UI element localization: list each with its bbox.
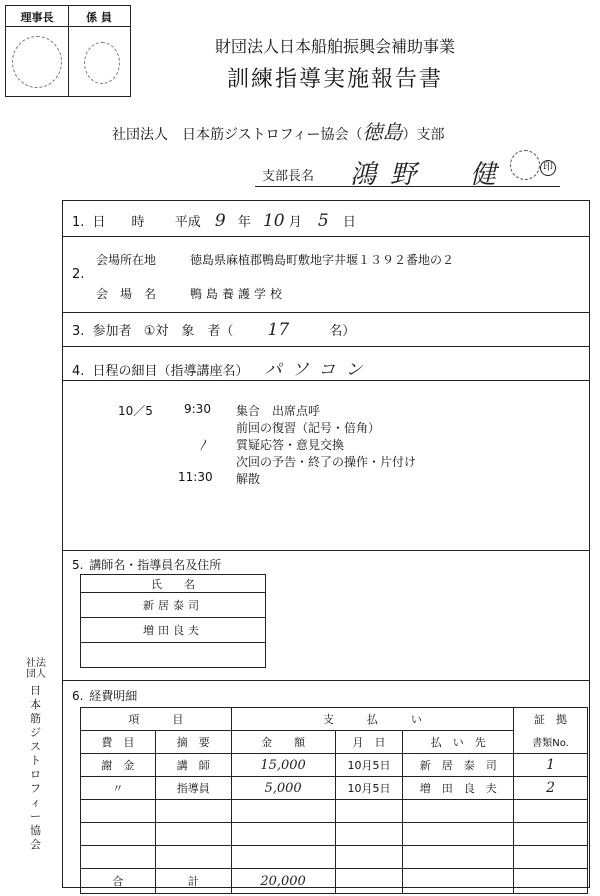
expense-payee: 新 居 泰 司 bbox=[403, 754, 514, 777]
table-row bbox=[81, 800, 588, 823]
expense-head-proof: 証 拠 bbox=[514, 708, 588, 731]
section4-number: 4. bbox=[72, 364, 85, 379]
section1-day: 5 bbox=[317, 211, 329, 231]
approval-stamp-box bbox=[5, 5, 131, 97]
divider-3 bbox=[62, 346, 590, 347]
instructor-table bbox=[80, 574, 266, 668]
venue-name-label: 会 場 名 bbox=[96, 287, 157, 301]
expense-desc: 指導員 bbox=[155, 777, 231, 800]
schedule-date: 10／5 bbox=[118, 404, 153, 418]
expense-amount: 15,000 bbox=[231, 754, 335, 777]
divider-2 bbox=[62, 312, 590, 313]
chief-seal bbox=[510, 150, 540, 180]
total-row bbox=[81, 869, 588, 894]
participant-count: 17 bbox=[267, 320, 290, 340]
expense-cost: 謝 金 bbox=[81, 754, 156, 777]
branch-name: 徳島 bbox=[362, 120, 403, 144]
staff-seal bbox=[84, 42, 120, 84]
divider-5 bbox=[62, 550, 590, 551]
section3-number: 3. bbox=[72, 324, 85, 339]
course-name: パソコン bbox=[264, 360, 373, 380]
expense-head-payee: 払 い 先 bbox=[403, 731, 514, 754]
venue-address: 徳島県麻植郡鴨島町敷地字井堰１３９２番地の２ bbox=[190, 253, 455, 267]
section3-field: 参加者 bbox=[92, 324, 132, 339]
section1-day-unit: 日 bbox=[342, 215, 356, 230]
expense-date: 10月5日 bbox=[335, 777, 403, 800]
table-row bbox=[81, 823, 588, 846]
divider-1 bbox=[62, 236, 590, 237]
section1-year-unit: 年 bbox=[237, 215, 251, 230]
expense-head-date: 月 日 bbox=[335, 731, 403, 754]
section3-unit: 名） bbox=[329, 324, 356, 339]
schedule-text: 次回の予告・終了の操作・片付け bbox=[236, 455, 417, 469]
table-row bbox=[81, 754, 588, 777]
chief-name-underline bbox=[255, 186, 560, 187]
venue-address-label: 会場所在地 bbox=[96, 253, 157, 267]
society-prefix: 社団法人 日本筋ジストロフィー協会（ bbox=[112, 127, 363, 143]
expense-head-pay: 支 払 い bbox=[231, 708, 513, 731]
divider-4 bbox=[62, 380, 590, 381]
expense-head-amount: 金 額 bbox=[231, 731, 335, 754]
chief-name: 鴻野 健 bbox=[350, 160, 511, 190]
total-label-b: 計 bbox=[155, 869, 231, 894]
instructor-name bbox=[81, 643, 266, 668]
schedule-text: 前回の復習（記号・倍角） bbox=[236, 421, 381, 435]
table-row bbox=[81, 777, 588, 800]
section2-number: 2. bbox=[72, 267, 85, 282]
venue-name: 鴨島養護学校 bbox=[190, 287, 287, 301]
section1-month: 10 bbox=[262, 211, 285, 231]
total-amount: 20,000 bbox=[231, 869, 335, 894]
section5-row bbox=[72, 556, 221, 573]
expense-cost: 〃 bbox=[81, 777, 156, 800]
section5-number: 5. bbox=[72, 558, 84, 572]
schedule-time: 〳 bbox=[198, 438, 211, 452]
expense-doc: 2 bbox=[514, 777, 588, 800]
schedule-time: 11:30 bbox=[178, 470, 213, 484]
section5-field: 講師名・指導員名及住所 bbox=[89, 558, 222, 572]
expense-date: 10月5日 bbox=[335, 754, 403, 777]
director-seal bbox=[12, 36, 62, 88]
seal-mark: 印 bbox=[540, 160, 556, 176]
schedule-text: 解散 bbox=[236, 472, 261, 486]
schedule-time: 9:30 bbox=[184, 402, 211, 416]
table-row bbox=[81, 846, 588, 869]
page-title: 訓練指導実施報告書 bbox=[226, 67, 443, 92]
section1-era: 平成 bbox=[174, 215, 201, 230]
approval-label-staff: 係 員 bbox=[86, 11, 112, 24]
instructor-header: 氏 名 bbox=[81, 575, 266, 593]
section1-row bbox=[72, 211, 356, 231]
section6-row bbox=[72, 687, 137, 704]
side-note-vertical: 日本筋ジストロフィー協会 bbox=[30, 684, 41, 851]
section6-number: 6. bbox=[72, 689, 84, 703]
chief-label: 支部長名 bbox=[262, 169, 315, 184]
society-line bbox=[112, 116, 572, 145]
expense-payee: 増 田 良 夫 bbox=[403, 777, 514, 800]
org-line: 財団法人日本船舶振興会補助事業 bbox=[214, 37, 455, 56]
section1-year: 9 bbox=[214, 211, 226, 231]
expense-head-desc: 摘 要 bbox=[155, 731, 231, 754]
instructor-name: 増田良夫 bbox=[81, 618, 266, 643]
expense-head-item: 項 目 bbox=[81, 708, 232, 731]
schedule-text: 質疑応答・意見交換 bbox=[236, 438, 345, 452]
expense-table bbox=[80, 707, 588, 894]
expense-doc: 1 bbox=[514, 754, 588, 777]
expense-desc: 講 師 bbox=[155, 754, 231, 777]
divider-6 bbox=[62, 680, 590, 681]
expense-amount: 5,000 bbox=[231, 777, 335, 800]
approval-label-director: 理事長 bbox=[20, 11, 54, 24]
society-suffix: ）支部 bbox=[402, 127, 445, 143]
section1-month-unit: 月 bbox=[288, 215, 302, 230]
total-label-a: 合 bbox=[81, 869, 156, 894]
expense-head-cost: 費 目 bbox=[81, 731, 156, 754]
section4-field: 日程の細目（指導講座名） bbox=[92, 364, 249, 379]
section6-field: 経費明細 bbox=[89, 689, 138, 703]
side-note-top: 社法 団人 bbox=[26, 658, 46, 680]
section3-row bbox=[72, 320, 355, 340]
section4-row bbox=[72, 355, 372, 380]
section1-field: 日 時 bbox=[92, 215, 145, 230]
section1-number: 1. bbox=[72, 215, 85, 230]
section3-sub: ①対 象 者（ bbox=[143, 324, 234, 339]
expense-head-doc: 書類No. bbox=[514, 731, 588, 754]
instructor-name: 新居泰司 bbox=[81, 593, 266, 618]
schedule-text: 集合 出席点呼 bbox=[236, 404, 321, 418]
